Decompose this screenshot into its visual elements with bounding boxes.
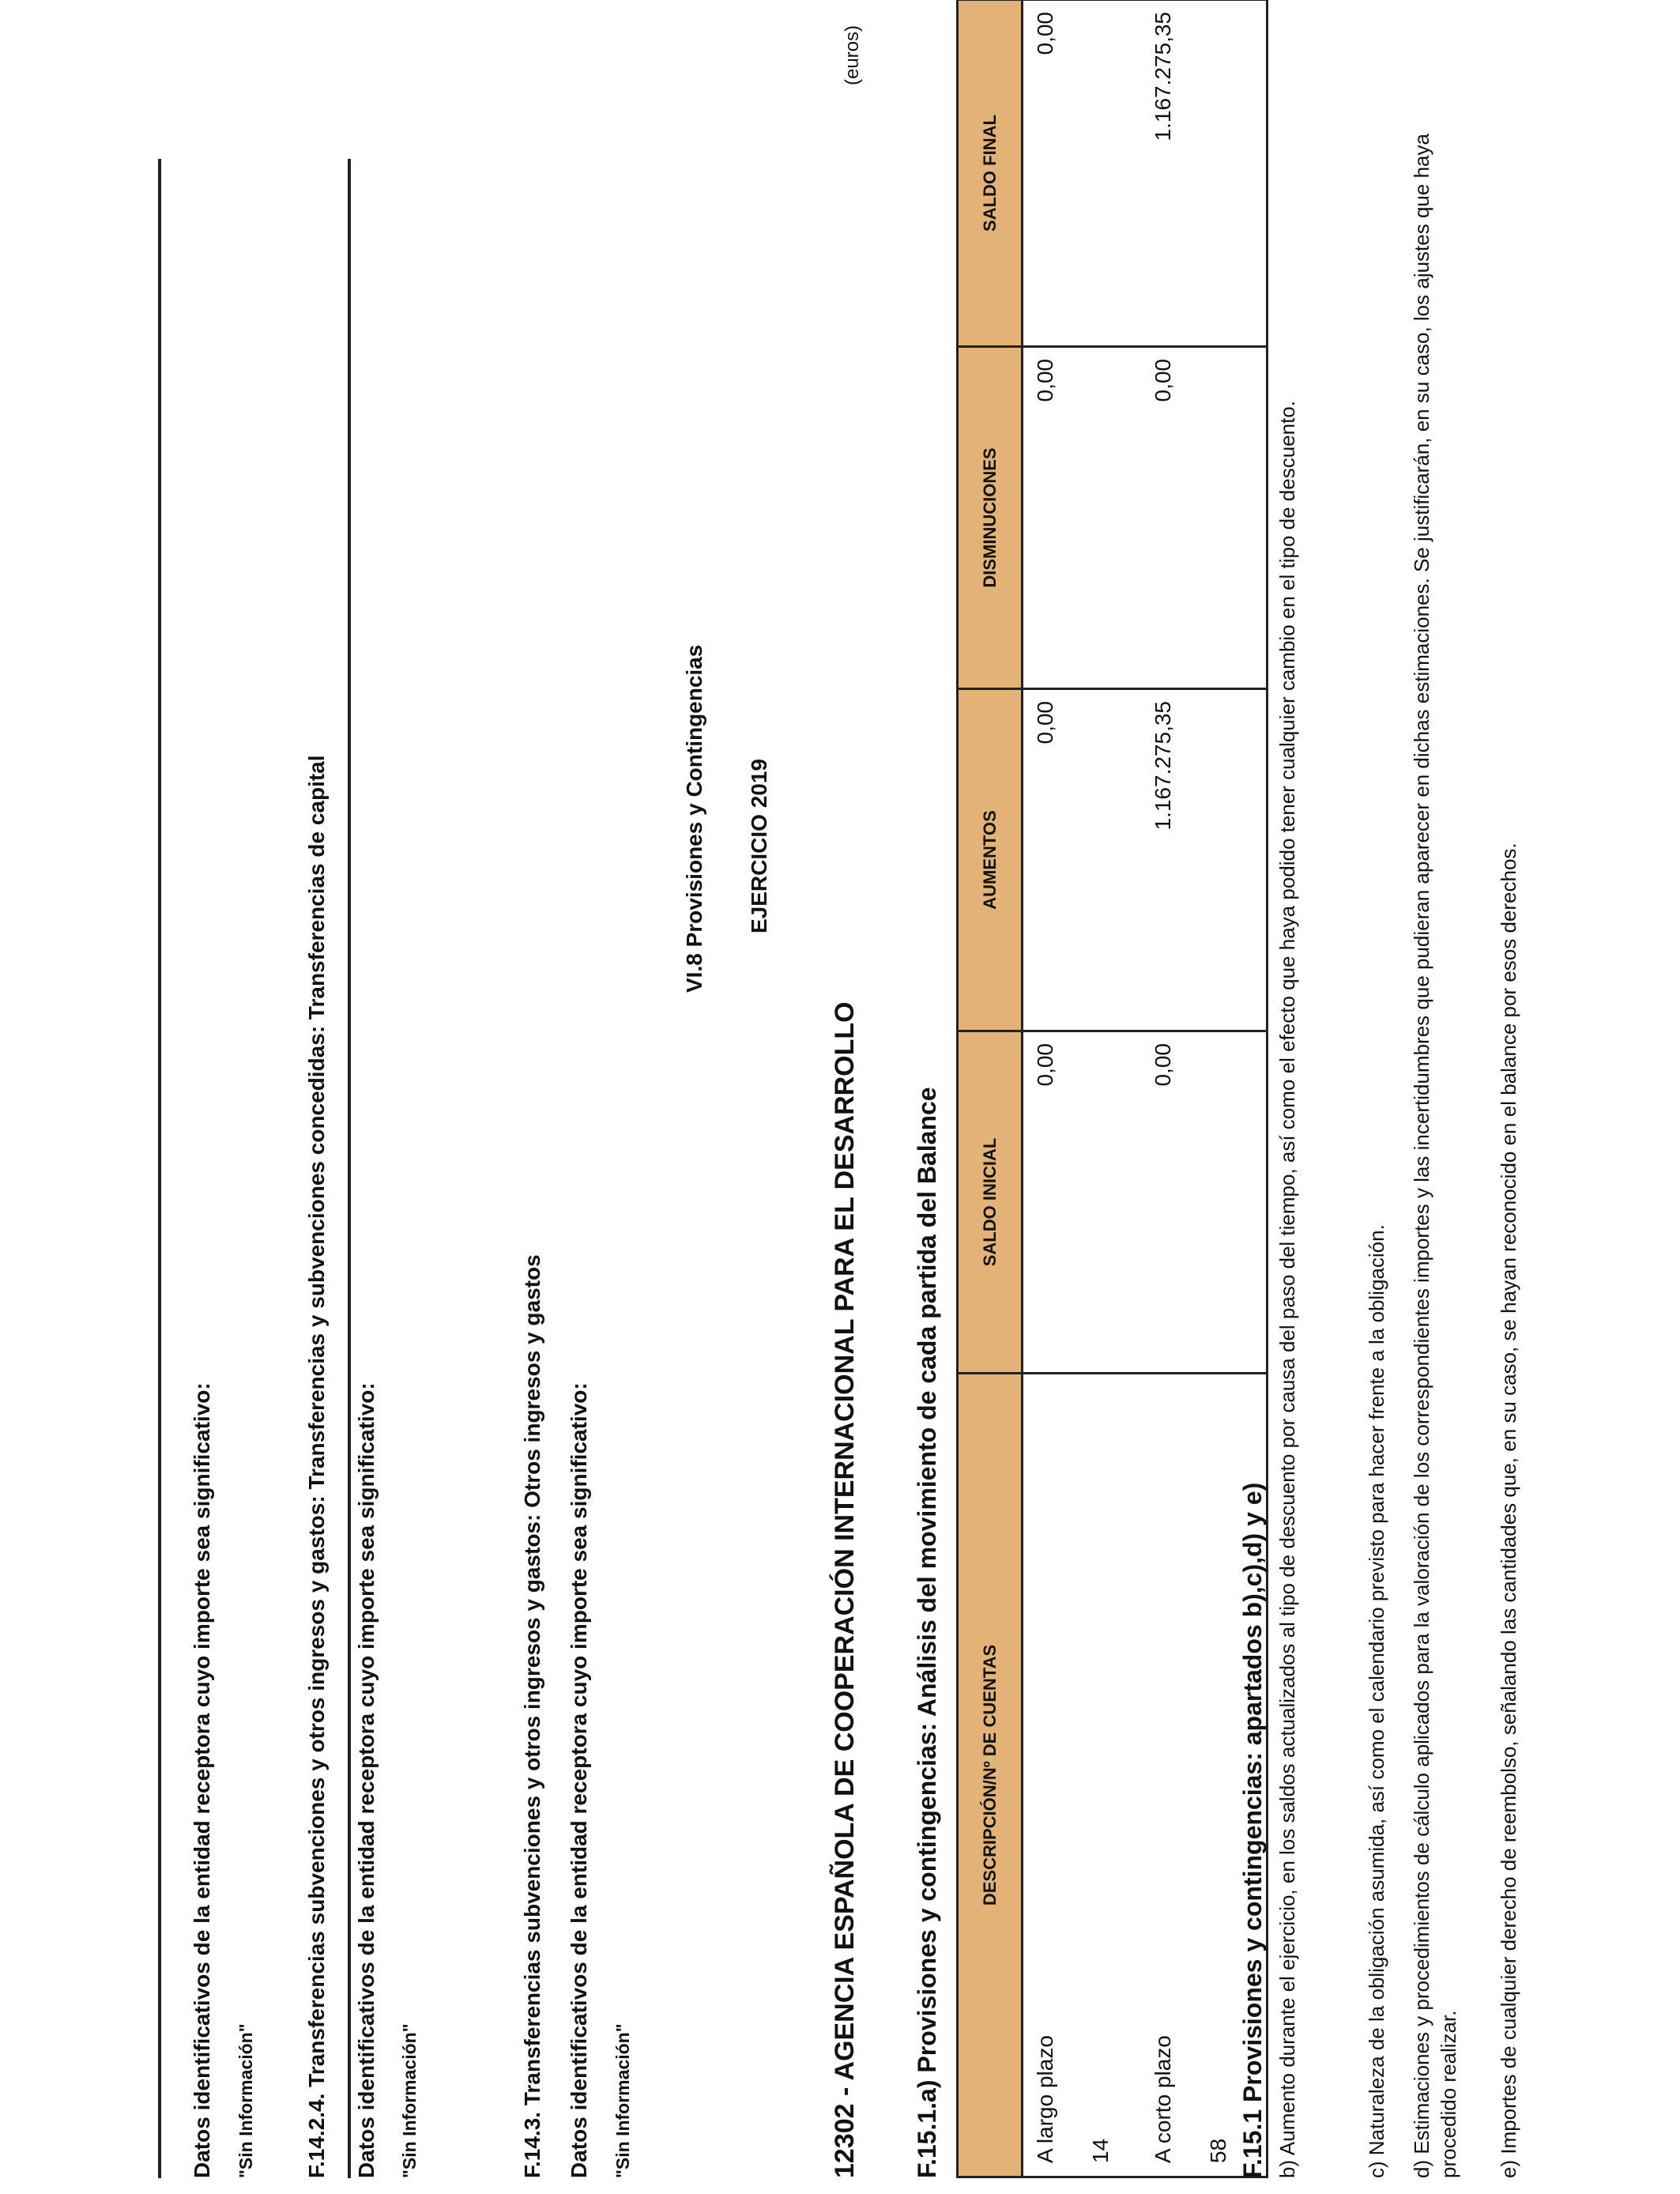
table-row — [1023, 0, 1141, 2177]
f151-title: F.15.1 Provisiones y contingencias: apartados b),c),d) y e) — [1238, 1482, 1267, 2178]
f1424-title: F.14.2.4. Transferencias subvenciones y otros ingresos y gastos: Transferencias y subvenciones concedidas: Transferencias de capital — [304, 755, 329, 2178]
entity-title: 12302 - AGENCIA ESPAÑOLA DE COOPERACIÓN INTERNACIONAL PARA EL DESARROLLO — [830, 1001, 860, 2178]
row-disminuciones: 0,00 — [1141, 347, 1268, 689]
f1424-sin-info: "Sin Información" — [399, 2023, 420, 2178]
section-title: VI.8 Provisiones y Contingencias — [682, 644, 706, 993]
row-desc: A corto plazo — [1150, 2035, 1175, 2163]
table-header-row — [958, 0, 1023, 2177]
f151-item-c: c) Naturaleza de la obligación asumida, así como el calendario previsto para hacer frente a la obligación. — [1365, 1224, 1388, 2178]
f1424-datos-label: Datos identificativos de la entidad receptora cuyo importe sea significativo: — [354, 1382, 379, 2178]
col-header-desc: DESCRIPCIÓN/Nº DE CUENTAS — [958, 1374, 1023, 2177]
row-saldo-final: 1.167.275,35 — [1141, 0, 1268, 347]
currency-note: (euros) — [842, 25, 863, 85]
col-header-saldo-inicial: SALDO INICIAL — [958, 1031, 1023, 1374]
col-header-disminuciones: DISMINUCIONES — [958, 347, 1023, 689]
top-sin-info: "Sin Información" — [235, 2023, 256, 2178]
f1424-rule — [348, 159, 351, 2178]
col-header-aumentos: AUMENTOS — [958, 689, 1023, 1031]
provisions-table — [956, 0, 1268, 2178]
row-saldo-inicial: 0,00 — [1141, 1031, 1268, 1374]
row-disminuciones: 0,00 — [1023, 347, 1141, 689]
top-datos-label: Datos identificativos de la entidad receptora cuyo importe sea significativo: — [190, 1382, 214, 2178]
f143-title: F.14.3. Transferencias subvenciones y otros ingresos y gastos: Otros ingresos y gastos — [520, 1254, 544, 2178]
f143-datos-label: Datos identificativos de la entidad receptora cuyo importe sea significativo: — [567, 1382, 591, 2178]
f151-item-e: e) Importes de cualquier derecho de reembolso, señalando las cantidades que, en su caso, se hayan reconocido en el balance por esos derechos. — [1497, 843, 1520, 2178]
row-desc: A largo plazo — [1033, 2035, 1057, 2163]
col-header-saldo-final: SALDO FINAL — [958, 0, 1023, 347]
row-desc-cell — [1023, 1374, 1141, 2177]
f151-item-d: d) Estimaciones y procedimientos de cálculo aplicados para la valoración de los correspondientes importes y las incertidumbres que pudieran aparecer en dichas estimaciones. Se justificarán, en su caso, los ajustes que haya procedido realizar. — [1410, 134, 1460, 2178]
f143-sin-info: "Sin Información" — [612, 2023, 633, 2178]
row-code: 58 — [1205, 2138, 1230, 2163]
f1511a-title: F.15.1.a) Provisiones y contingencias: Análisis del movimiento de cada partida del Balance — [913, 1087, 941, 2178]
row-aumentos: 1.167.275,35 — [1141, 689, 1268, 1031]
ejercicio: EJERCICIO 2019 — [747, 759, 771, 933]
top-rule — [158, 159, 161, 2178]
row-code: 14 — [1088, 2138, 1113, 2163]
row-saldo-final: 0,00 — [1023, 0, 1141, 347]
row-saldo-inicial: 0,00 — [1023, 1031, 1141, 1374]
f151-item-b: b) Aumento durante el ejercicio, en los saldos actualizados al tipo de descuento por causa del paso del tiempo, así como el efecto que haya podido tener cualquier cambio en el tipo de descuento. — [1275, 401, 1299, 2178]
row-aumentos: 0,00 — [1023, 689, 1141, 1031]
